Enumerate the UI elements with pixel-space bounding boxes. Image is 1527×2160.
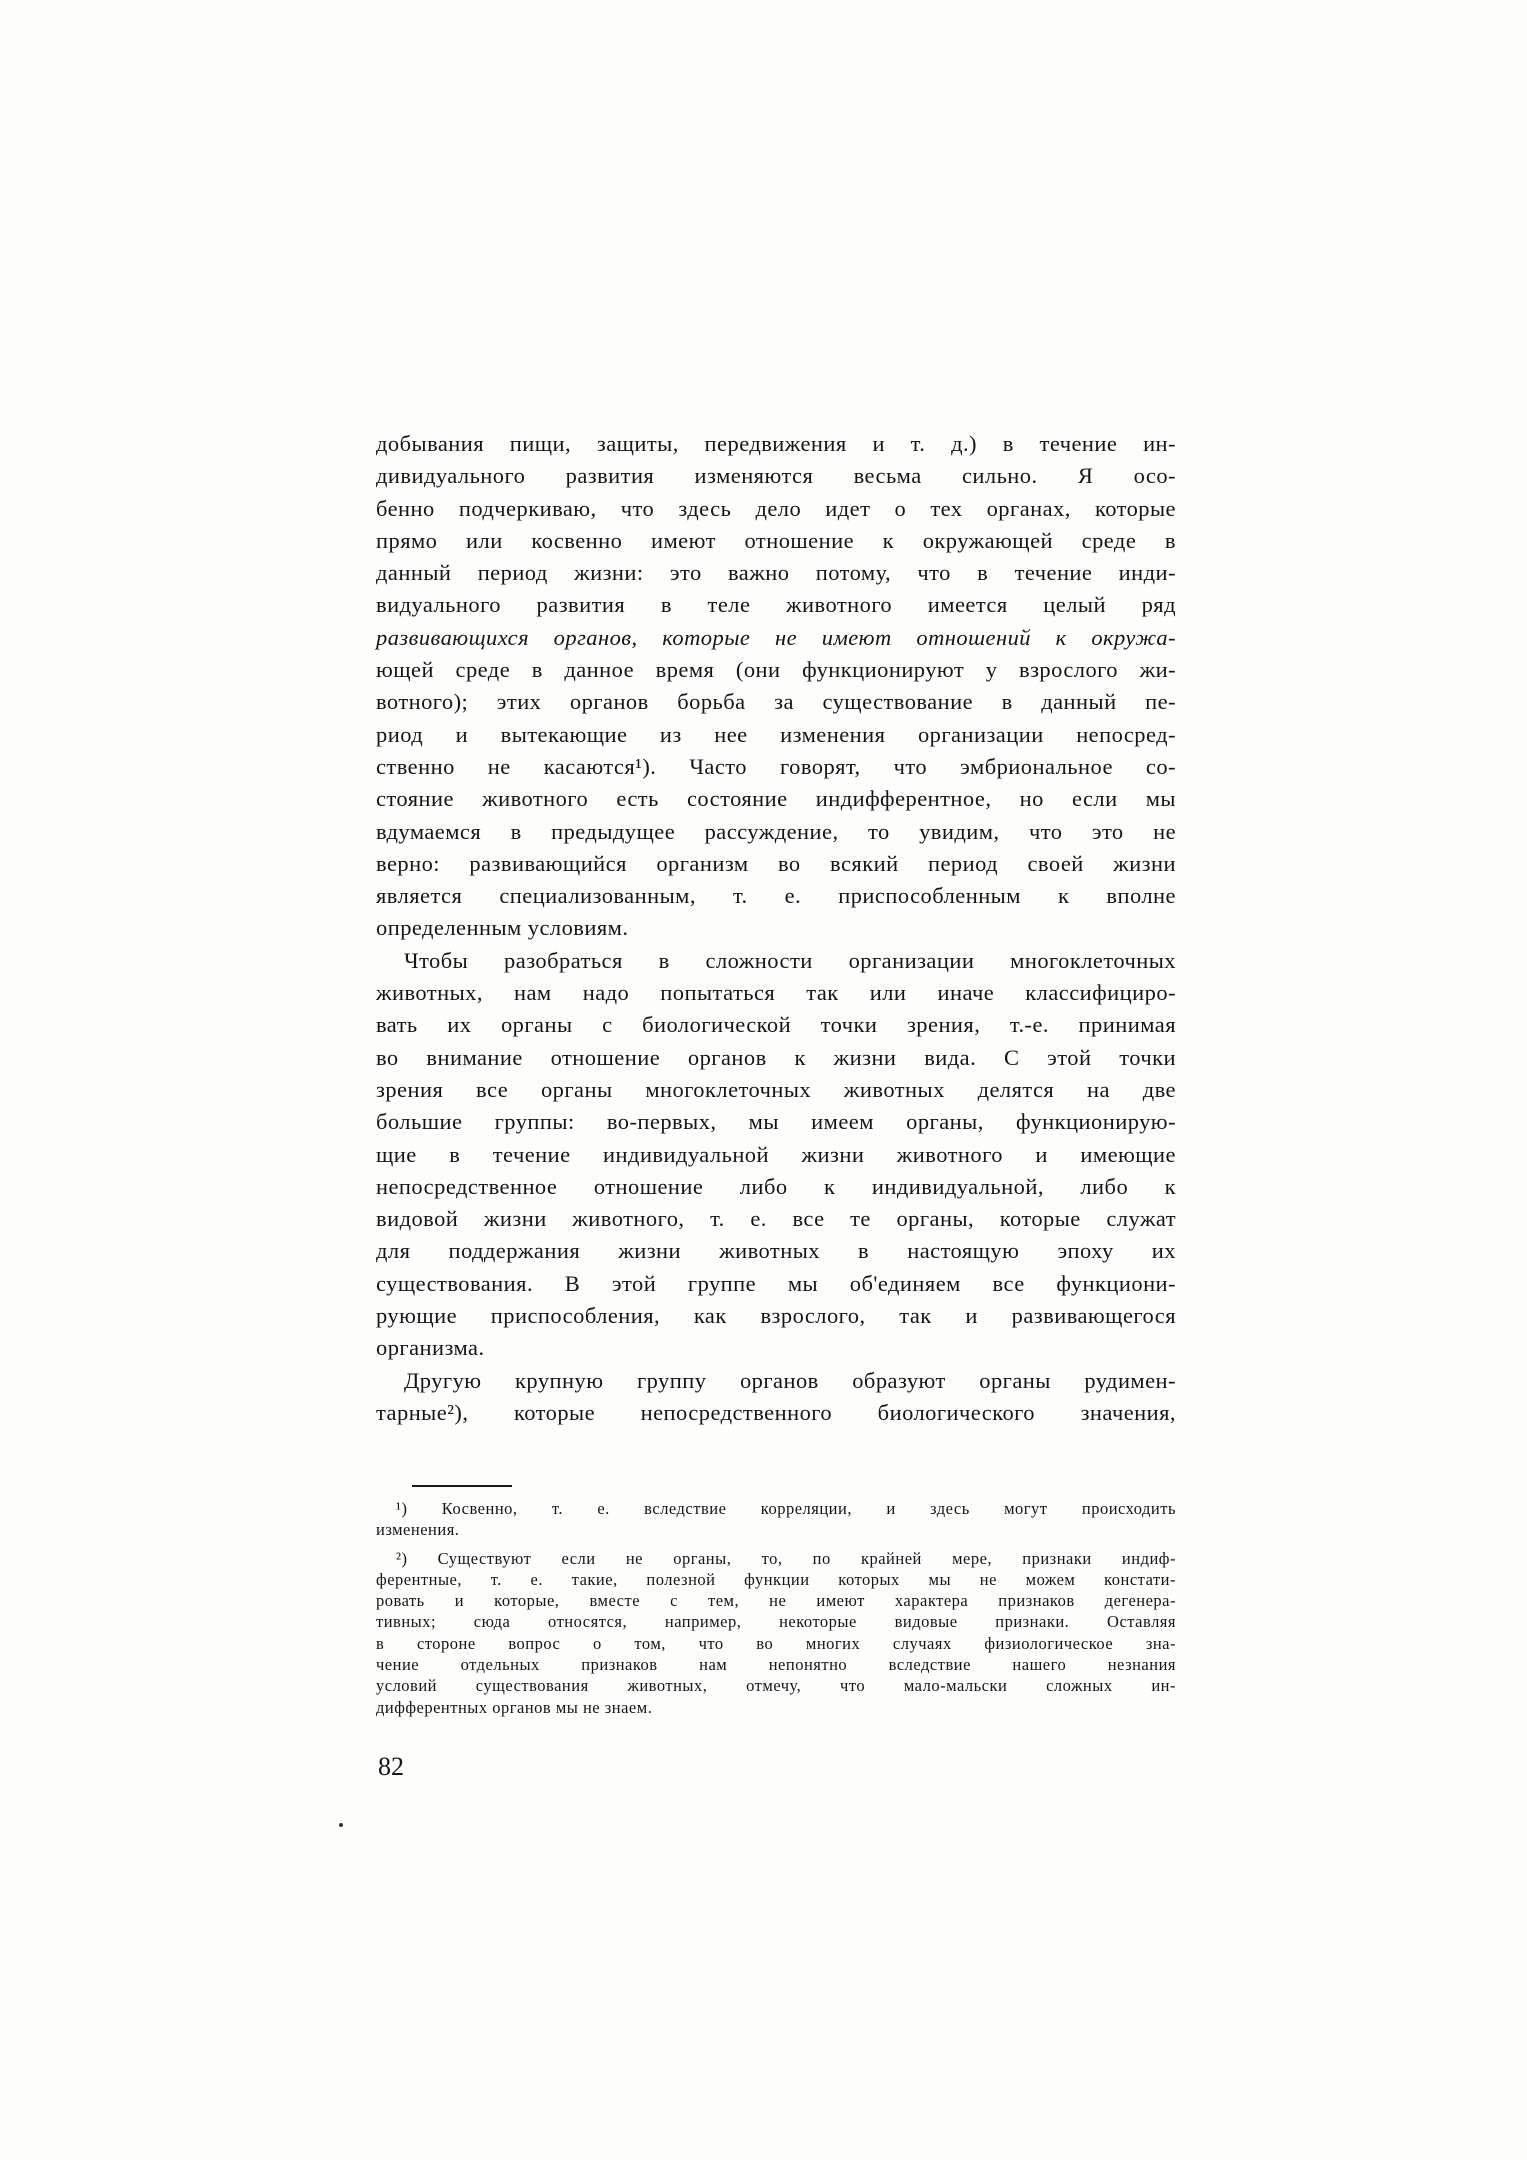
footnote-line: чение отдельных признаков нам непонятно вследствие нашего незнания <box>376 1655 1176 1675</box>
text-line: существования. В этой группе мы об'единяем все функциони- <box>376 1270 1176 1296</box>
text-line: бенно подчеркиваю, что здесь дело идет о тех органах, которые <box>376 495 1176 521</box>
text-line: Чтобы разобраться в сложности организации многоклеточных <box>404 947 1176 973</box>
text-line: данный период жизни: это важно потому, что в течение инди- <box>376 560 1176 586</box>
text-line: является специализованным, т. е. приспособленным к вполне <box>376 883 1176 909</box>
text-line: щие в течение индивидуальной жизни животного и имеющие <box>376 1141 1176 1167</box>
footnote-line: изменения. <box>376 1520 460 1540</box>
text-line: видуального развития в теле животного имеется целый ряд <box>376 592 1176 618</box>
text-line: ственно не касаются¹). Часто говорят, что эмбриональное со- <box>376 753 1176 779</box>
footnote-line: ровать и которые, вместе с тем, не имеют характера признаков дегенера- <box>376 1591 1176 1611</box>
text-line: риод и вытекающие из нее изменения организации непосред- <box>376 721 1176 747</box>
text-line: определенным условиям. <box>376 915 629 941</box>
footnotes <box>376 1498 1176 1718</box>
footnote-divider <box>412 1485 512 1487</box>
footnote-line: дифферентных органов мы не знаем. <box>376 1697 653 1717</box>
text-line: вать их органы с биологической точки зрения, т.-е. принимая <box>376 1012 1176 1038</box>
text-line: верно: развивающийся организм во всякий период своей жизни <box>376 850 1176 876</box>
text-line: добывания пищи, защиты, передвижения и т. д.) в течение ин- <box>376 431 1176 456</box>
footnote-line: в стороне вопрос о том, что во многих случаях физиологическое зна- <box>376 1633 1176 1653</box>
text-line: ющей среде в данное время (они функционируют у взрослого жи- <box>376 657 1176 683</box>
page-number: 82 <box>378 1752 404 1781</box>
text-line: рующие приспособления, как взрослого, так и развивающегося <box>376 1303 1176 1329</box>
body-text <box>376 428 1176 1429</box>
text-line: для поддержания жизни животных в настоящую эпоху их <box>376 1238 1176 1264</box>
text-line: дивидуального развития изменяются весьма сильно. Я осо- <box>376 463 1176 489</box>
footnote-line: ферентные, т. е. такие, полезной функции которых мы не можем констати- <box>376 1569 1176 1589</box>
text-line: вотного); этих органов борьба за существование в данный пе- <box>376 689 1176 715</box>
text-line: развивающихся органов, которые не имеют отношений к окружа- <box>376 624 1176 650</box>
text-line: во внимание отношение органов к жизни вида. С этой точки <box>376 1044 1176 1070</box>
text-line: стояние животного есть состояние индифферентное, но если мы <box>376 786 1176 812</box>
text-line: вдумаемся в предыдущее рассуждение, то увидим, что это не <box>376 818 1176 844</box>
text-line: зрения все органы многоклеточных животных делятся на две <box>376 1076 1176 1102</box>
text-line: тарные²), которые непосредственного биологического значения, <box>376 1399 1176 1425</box>
text-line: прямо или косвенно имеют отношение к окружающей среде в <box>376 527 1176 553</box>
footnote-line: тивных; сюда относятся, например, некоторые видовые признаки. Оставляя <box>376 1612 1176 1632</box>
text-line: большие группы: во-первых, мы имеем органы, функционирую- <box>376 1109 1176 1135</box>
text-line: видовой жизни животного, т. е. все те органы, которые служат <box>376 1206 1176 1232</box>
footnote-line: ¹) Косвенно, т. е. вследствие корреляции, и здесь могут происходить <box>396 1499 1176 1518</box>
text-line: организма. <box>376 1335 485 1361</box>
text-line: животных, нам надо попытаться так или иначе классифициро- <box>376 980 1176 1006</box>
text-line: непосредственное отношение либо к индивидуальной, либо к <box>376 1173 1176 1199</box>
footnote-line: условий существования животных, отмечу, что мало-мальски сложных ин- <box>376 1676 1176 1696</box>
footnote-line: ²) Существуют если не органы, то, по крайней мере, признаки индиф- <box>396 1548 1176 1568</box>
text-line: Другую крупную группу органов образуют органы рудимен- <box>404 1367 1176 1393</box>
print-speck <box>339 1823 343 1827</box>
